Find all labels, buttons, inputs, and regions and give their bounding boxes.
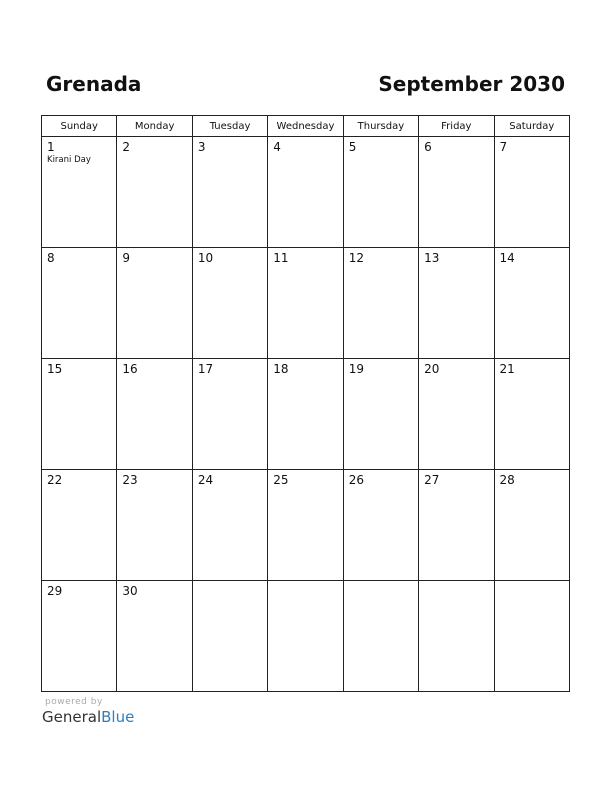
footer-branding — [42, 697, 134, 726]
day-cell — [268, 137, 343, 248]
day-number: 30 — [122, 584, 138, 598]
day-cell — [343, 359, 418, 470]
brand-part-blue: Blue — [101, 708, 135, 726]
day-cell — [494, 137, 569, 248]
day-cell-empty — [494, 581, 569, 692]
country-title: Grenada — [46, 72, 142, 96]
day-cell — [42, 137, 117, 248]
day-cell — [192, 359, 267, 470]
day-number: 2 — [122, 140, 131, 154]
day-cell-empty — [268, 581, 343, 692]
weekday-monday: Monday — [117, 116, 192, 137]
day-number: 12 — [348, 251, 364, 265]
powered-by-text: powered by — [45, 697, 103, 707]
day-number: 9 — [122, 251, 131, 265]
day-number: 15 — [47, 362, 63, 376]
day-number: 24 — [197, 473, 214, 487]
day-cell-empty — [419, 581, 494, 692]
day-cell — [343, 470, 418, 581]
day-number — [268, 581, 342, 584]
week-row — [42, 581, 570, 692]
day-number: 26 — [348, 473, 364, 487]
week-row — [42, 137, 570, 248]
weekday-tuesday: Tuesday — [192, 116, 267, 137]
week-row — [42, 470, 570, 581]
calendar-grid — [41, 115, 570, 692]
day-number: 13 — [424, 251, 440, 265]
day-number: 20 — [424, 362, 440, 376]
day-cell — [494, 470, 569, 581]
day-cell — [419, 470, 494, 581]
day-cell — [419, 248, 494, 359]
day-number: 16 — [122, 362, 138, 376]
day-number — [193, 581, 267, 584]
day-cell — [192, 248, 267, 359]
day-cell — [419, 137, 494, 248]
weekday-header-row — [42, 116, 570, 137]
day-cell — [42, 470, 117, 581]
day-cell — [42, 581, 117, 692]
day-cell — [117, 248, 192, 359]
month-year-title: September 2030 — [378, 72, 565, 96]
day-number: 14 — [499, 251, 515, 265]
day-cell — [494, 248, 569, 359]
day-cell — [117, 359, 192, 470]
day-cell — [494, 359, 569, 470]
day-number: 6 — [424, 140, 432, 154]
weekday-saturday: Saturday — [494, 116, 569, 137]
day-number — [344, 581, 418, 584]
generalblue-logo[interactable] — [42, 708, 134, 726]
day-number: 1 — [47, 140, 55, 154]
day-number: 3 — [197, 140, 206, 154]
day-cell — [117, 581, 192, 692]
day-cell — [419, 359, 494, 470]
holiday-label: Kirani Day — [47, 155, 91, 165]
day-cell — [42, 359, 117, 470]
day-number: 8 — [47, 251, 55, 265]
weekday-sunday: Sunday — [42, 116, 117, 137]
day-number: 21 — [499, 362, 515, 376]
weekday-thursday: Thursday — [343, 116, 418, 137]
day-number: 25 — [273, 473, 289, 487]
day-number: 22 — [47, 473, 63, 487]
day-cell — [268, 359, 343, 470]
day-number: 19 — [348, 362, 364, 376]
day-number: 28 — [499, 473, 515, 487]
weekday-wednesday: Wednesday — [268, 116, 343, 137]
day-cell — [42, 248, 117, 359]
day-number — [495, 581, 569, 584]
weekday-friday: Friday — [419, 116, 494, 137]
week-row — [42, 359, 570, 470]
day-number: 10 — [197, 251, 214, 265]
day-cell — [192, 137, 267, 248]
day-number: 29 — [47, 584, 63, 598]
day-number: 4 — [273, 140, 281, 154]
day-cell — [192, 470, 267, 581]
day-cell — [117, 137, 192, 248]
day-cell — [343, 248, 418, 359]
day-cell — [343, 137, 418, 248]
day-number: 27 — [424, 473, 440, 487]
day-number: 23 — [122, 473, 138, 487]
day-number: 18 — [273, 362, 289, 376]
brand-part-general: General — [42, 708, 102, 726]
day-number — [419, 581, 493, 584]
day-number: 17 — [197, 362, 214, 376]
week-row — [42, 248, 570, 359]
day-cell — [268, 248, 343, 359]
day-cell-empty — [192, 581, 267, 692]
day-number: 11 — [273, 251, 289, 265]
day-cell — [268, 470, 343, 581]
day-number: 7 — [499, 140, 508, 154]
day-cell — [117, 470, 192, 581]
day-number: 5 — [348, 140, 357, 154]
day-cell-empty — [343, 581, 418, 692]
